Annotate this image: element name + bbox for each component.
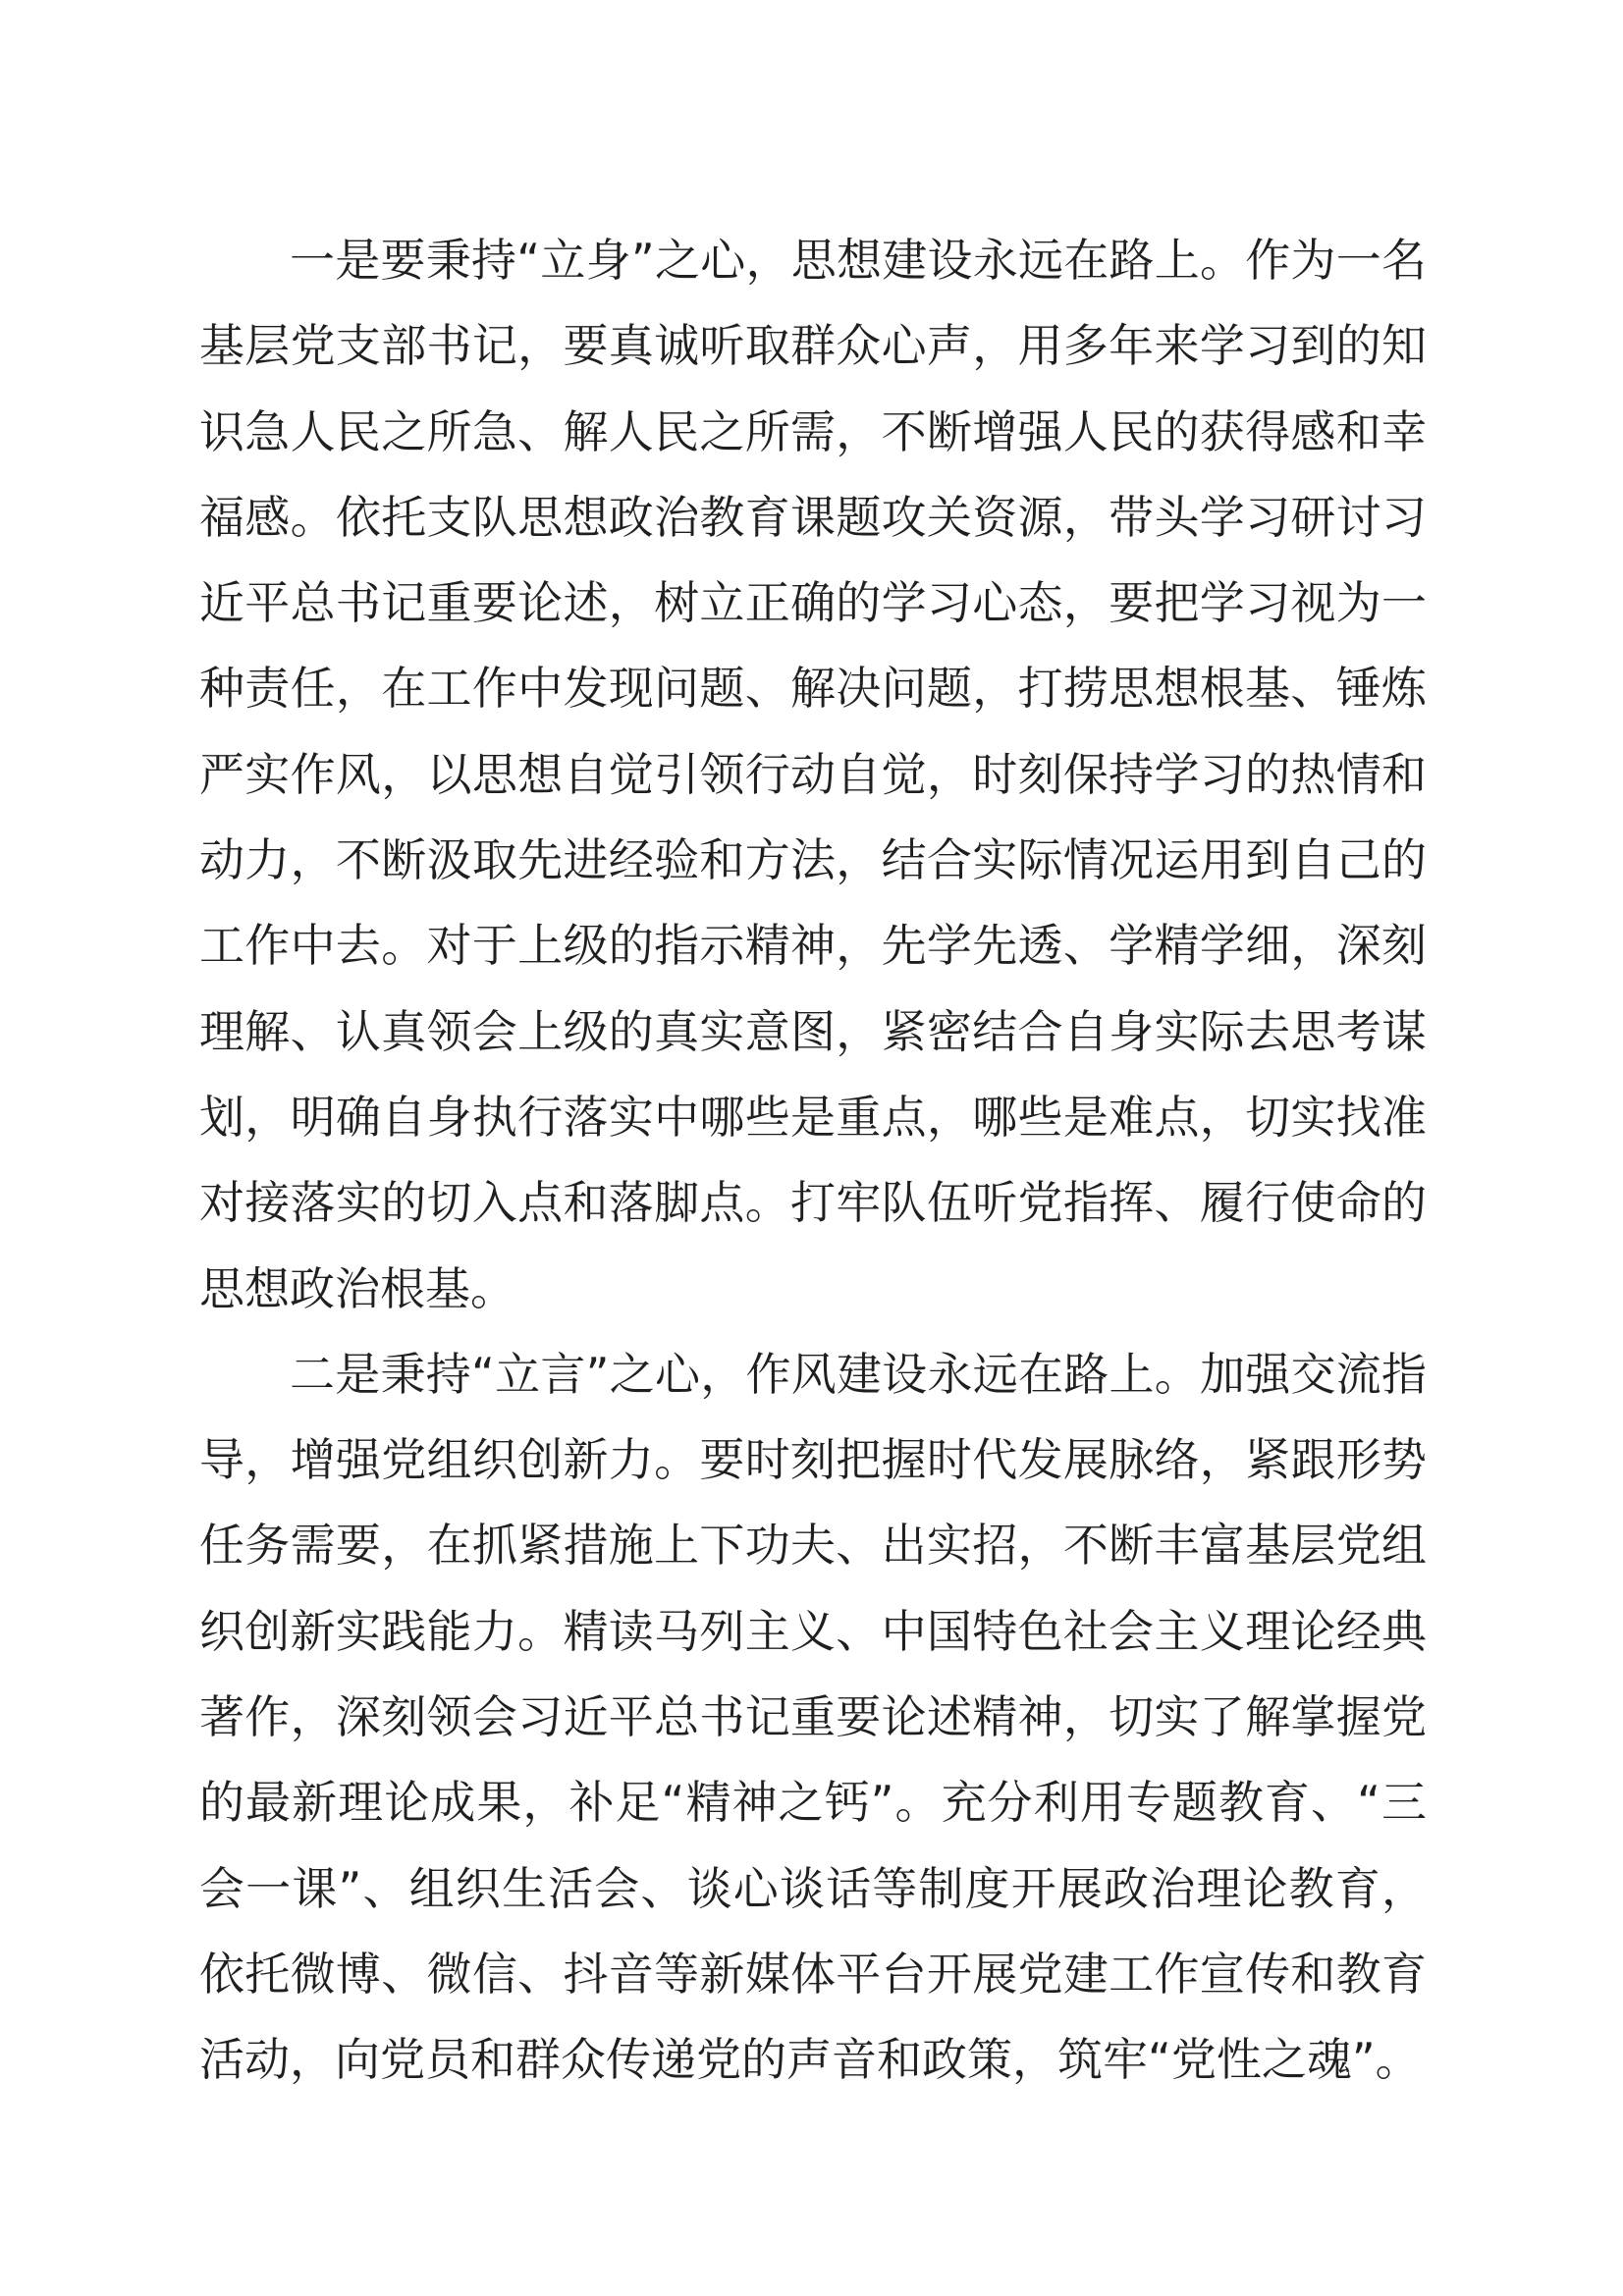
paragraph-1: 一是要秉持“立身”之心，思想建设永远在路上。作为一名基层党支部书记，要真诚听取群众心声，用多年来学习到的知识急人民之所急、解人民之所需，不断增强人民的获得感和幸福感。依托支队思想政治教育课题攻关资源，带头学习研讨习近平总书记重要论述，树立正确的学习心态，要把学习视为一种责任，在工作中发现问题、解决问题，打捞思想根基、锤炼严实作风，以思想自觉引领行动自觉，时刻保持学习的热情和动力，不断汲取先进经验和方法，结合实际情况运用到自己的工作中去。对于上级的指示精神，先学先透、学精学细，深刻理解、认真领会上级的真实意图，紧密结合自身实际去思考谋划，明确自身执行落实中哪些是重点，哪些是难点，切实找准对接落实的切入点和落脚点。打牢队伍听党指挥、履行使命的思想政治根基。 xyxy=(199,234,1427,1315)
document-body xyxy=(199,218,1427,2104)
paragraph-2: 二是秉持“立言”之心，作风建设永远在路上。加强交流指导，增强党组织创新力。要时刻把握时代发展脉络，紧跟形势任务需要，在抓紧措施上下功夫、出实招，不断丰富基层党组织创新实践能力。精读马列主义、中国特色社会主义理论经典著作，深刻领会习近平总书记重要论述精神，切实了解掌握党的最新理论成果，补足“精神之钙”。充分利用专题教育、“三会一课”、组织生活会、谈心谈话等制度开展政治理论教育，依托微博、微信、抖音等新媒体平台开展党建工作宣传和教育活动，向党员和群众传递党的声音和政策，筑牢“党性之魂”。 xyxy=(199,1347,1427,2087)
